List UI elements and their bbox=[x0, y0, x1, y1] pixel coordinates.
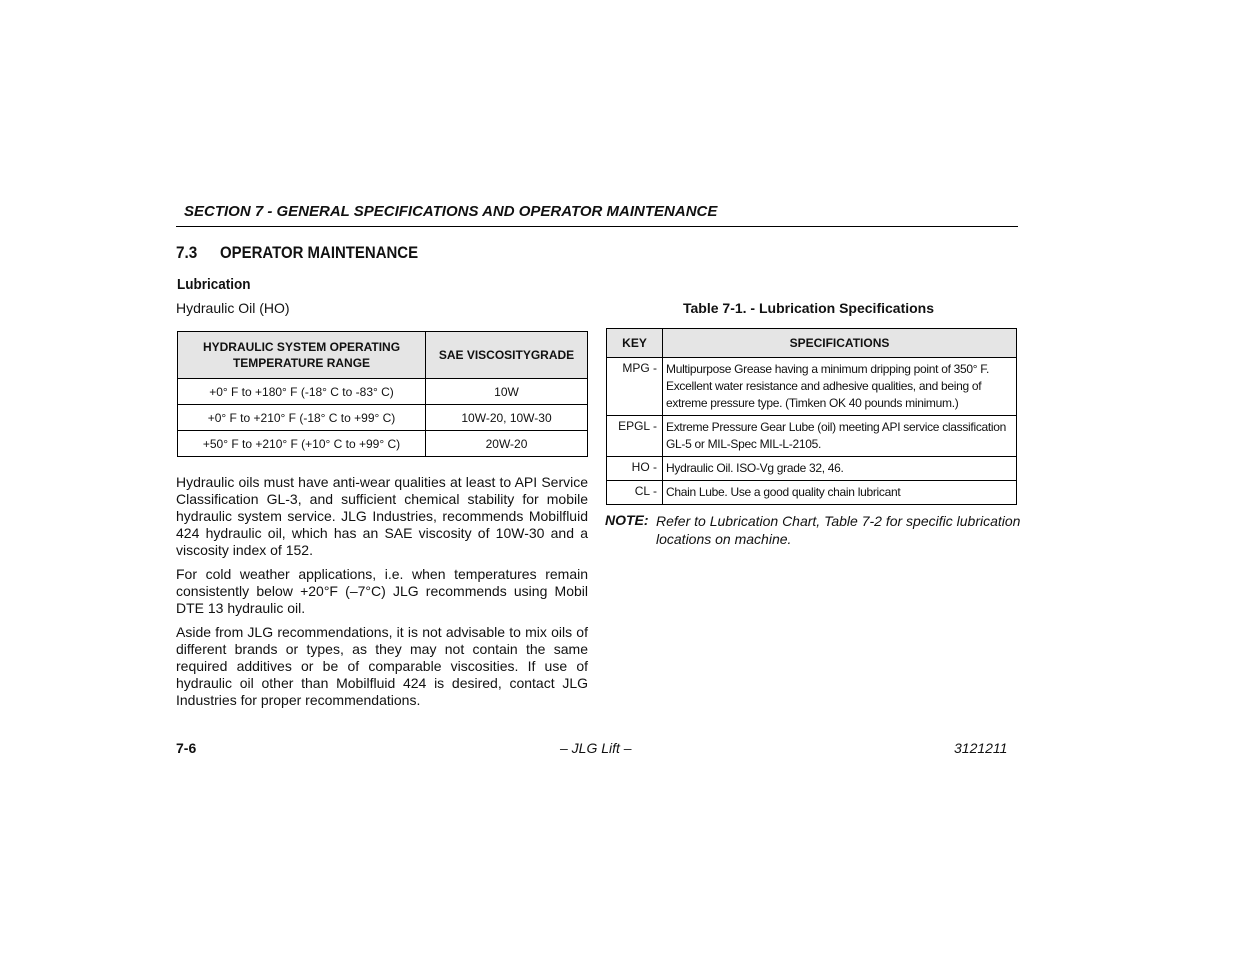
temperature-viscosity-table bbox=[177, 331, 588, 457]
table-header-cell: KEY bbox=[607, 329, 663, 358]
table-key-cell: MPG - bbox=[607, 358, 663, 416]
table-spec-cell: Chain Lube. Use a good quality chain lubricant bbox=[663, 481, 1017, 505]
table-row bbox=[178, 379, 588, 405]
table-cell: 10W bbox=[426, 379, 588, 405]
table-header-cell: HYDRAULIC SYSTEM OPERATING TEMPERATURE RANGE bbox=[178, 332, 426, 379]
note-label: NOTE: bbox=[605, 512, 649, 528]
table-cell: +0° F to +180° F (-18° C to -83° C) bbox=[178, 379, 426, 405]
heading-number: 7.3 bbox=[176, 243, 198, 262]
note-text: Refer to Lubrication Chart, Table 7-2 for specific lubrication locations on machine. bbox=[656, 513, 1021, 547]
table-header-cell: SAE VISCOSITYGRADE bbox=[426, 332, 588, 379]
table-row bbox=[178, 405, 588, 431]
table-spec-cell: Hydraulic Oil. ISO-Vg grade 32, 46. bbox=[663, 457, 1017, 481]
subheading-lubrication: Lubrication bbox=[177, 276, 251, 293]
table-header-cell: SPECIFICATIONS bbox=[663, 329, 1017, 358]
table-header-row bbox=[607, 329, 1017, 358]
footer-center-text: – JLG Lift – bbox=[560, 740, 632, 756]
table-cell: +50° F to +210° F (+10° C to +99° C) bbox=[178, 431, 426, 457]
heading-title: OPERATOR MAINTENANCE bbox=[220, 243, 419, 262]
table-row bbox=[607, 416, 1017, 457]
table-key-cell: HO - bbox=[607, 457, 663, 481]
table-row bbox=[607, 481, 1017, 505]
section-header: SECTION 7 - GENERAL SPECIFICATIONS AND OPERATOR MAINTENANCE bbox=[184, 203, 718, 220]
table-key-cell: CL - bbox=[607, 481, 663, 505]
hydraulic-oil-label: Hydraulic Oil (HO) bbox=[176, 300, 290, 316]
table-caption: Table 7-1. - Lubrication Specifications bbox=[683, 300, 935, 316]
table-cell: 10W-20, 10W-30 bbox=[426, 405, 588, 431]
table-row bbox=[607, 358, 1017, 416]
table-spec-cell: Extreme Pressure Gear Lube (oil) meeting API service classification GL-5 or MIL-Spec MIL-L-2105. bbox=[663, 416, 1017, 457]
table-key-cell: EPGL - bbox=[607, 416, 663, 457]
table-cell: 20W-20 bbox=[426, 431, 588, 457]
paragraph: For cold weather applications, i.e. when temperatures remain consistently below +20°F (–7°C) JLG recommends using Mobil DTE 13 hydraulic oil. bbox=[176, 566, 588, 616]
document-number: 3121211 bbox=[954, 740, 1008, 756]
table-cell: +0° F to +210° F (-18° C to +99° C) bbox=[178, 405, 426, 431]
table-spec-cell: Multipurpose Grease having a minimum dripping point of 350° F. Excellent water resistance and adhesive qualities, and being of extreme pressure type. (Timken OK 40 pounds minimum.) bbox=[663, 358, 1017, 416]
paragraph: Aside from JLG recommendations, it is not advisable to mix oils of different brands or types, as they may not contain the same required additives or be of comparable viscosities. If use of hydraulic oil other than Mobilfluid 424 is desired, contact JLG Industries for proper recommendations. bbox=[176, 624, 588, 708]
paragraph: Hydraulic oils must have anti-wear qualities at least to API Service Classification GL-3, and sufficient chemical stability for mobile hydraulic system service. JLG Industries, recommends Mobilfluid 424 hydraulic oil, which has an SAE viscosity of 10W-30 and a viscosity index of 152. bbox=[176, 474, 588, 558]
page-number: 7-6 bbox=[176, 740, 197, 756]
table-row bbox=[607, 457, 1017, 481]
table-header-row bbox=[178, 332, 588, 379]
header-rule bbox=[176, 226, 1018, 227]
lubrication-specifications-table bbox=[606, 328, 1017, 505]
table-row bbox=[178, 431, 588, 457]
